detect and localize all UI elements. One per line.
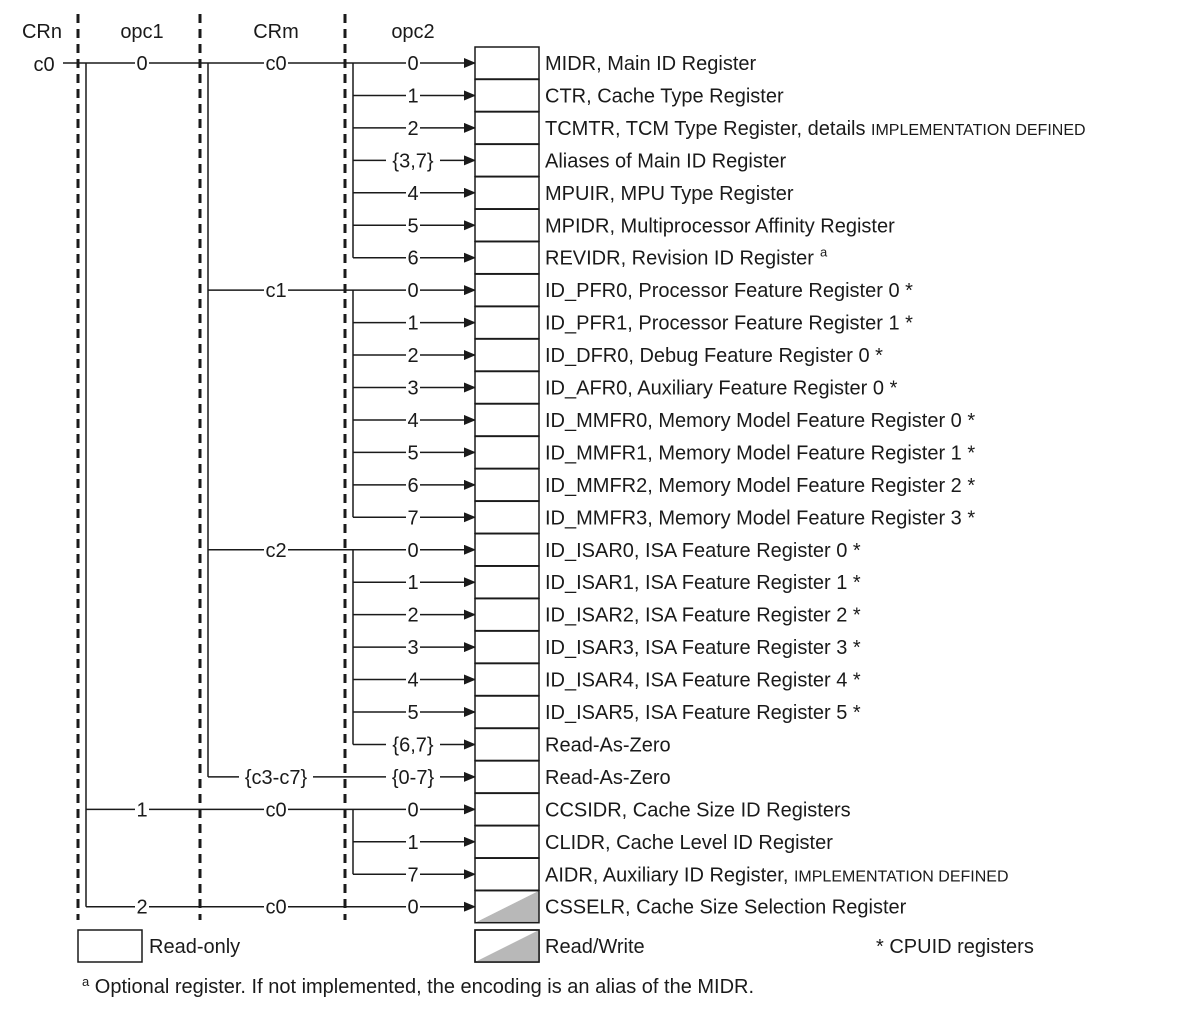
register-box-fill bbox=[475, 826, 539, 858]
register-box-fill bbox=[475, 469, 539, 501]
register-box-fill bbox=[475, 631, 539, 663]
register-box-read-only bbox=[475, 47, 539, 79]
register-box-fill bbox=[475, 436, 539, 468]
register-name-text: MPIDR, Multiprocessor Affinity Register bbox=[545, 215, 895, 238]
register-box-fill bbox=[475, 79, 539, 111]
register-name-text: REVIDR, Revision ID Register bbox=[545, 247, 814, 270]
opc2-label: 2 bbox=[407, 345, 419, 368]
opc2-label: 5 bbox=[407, 702, 419, 724]
opc2-label: 0 bbox=[407, 280, 419, 303]
register-name bbox=[545, 507, 975, 529]
opc2-label: 2 bbox=[407, 117, 419, 140]
crm-label: c0 bbox=[265, 896, 287, 919]
register-box-fill bbox=[475, 566, 539, 598]
register-box-fill bbox=[475, 761, 539, 793]
register-name-suffix: IMPLEMENTATION DEFINED bbox=[871, 121, 1086, 139]
register-name bbox=[545, 799, 851, 821]
register-name bbox=[545, 378, 898, 400]
register-name-text: ID_MMFR1, Memory Model Feature Register 1 * bbox=[545, 442, 976, 465]
register-name-text: ID_PFR0, Processor Feature Register 0 * bbox=[545, 280, 913, 303]
register-name bbox=[545, 864, 1009, 886]
register-list bbox=[475, 47, 1086, 923]
register-name-suffix: IMPLEMENTATION DEFINED bbox=[793, 868, 1009, 886]
header-opc2: opc2 bbox=[391, 21, 435, 43]
header-crn: CRn bbox=[21, 21, 63, 43]
header-crm: CRm bbox=[253, 21, 299, 43]
opc2-label: 6 bbox=[407, 474, 419, 497]
register-box-read-only bbox=[475, 664, 539, 696]
register-name-text: ID_ISAR0, ISA Feature Register 0 * bbox=[545, 539, 861, 562]
register-name-text: CLIDR, Cache Level ID Register bbox=[545, 831, 833, 854]
footnote-mark: a bbox=[82, 974, 90, 989]
register-box-fill bbox=[475, 501, 539, 533]
opc2-label: 4 bbox=[407, 182, 419, 205]
register-name bbox=[545, 702, 861, 724]
register-box-read-only bbox=[475, 534, 539, 566]
register-box-read-only bbox=[475, 274, 539, 306]
register-box-read-only bbox=[475, 826, 539, 858]
legend-read-only-label: Read-only bbox=[149, 936, 241, 958]
register-box-fill bbox=[475, 534, 539, 566]
register-box-fill bbox=[475, 339, 539, 371]
opc2-label: 3 bbox=[407, 637, 419, 660]
register-name bbox=[545, 897, 907, 919]
crm-label: {c3-c7} bbox=[244, 766, 308, 789]
register-box-fill bbox=[475, 177, 539, 209]
opc2-label: {3,7} bbox=[392, 150, 434, 173]
footnote bbox=[82, 974, 754, 998]
register-name-text: MPUIR, MPU Type Register bbox=[545, 182, 794, 205]
register-name bbox=[545, 734, 671, 756]
crn-value: c0 bbox=[33, 54, 55, 76]
legend-read-only-swatch bbox=[78, 930, 142, 962]
register-box-fill bbox=[475, 307, 539, 339]
legend-read-write-label: Read/Write bbox=[545, 936, 645, 958]
register-name-text: ID_MMFR2, Memory Model Feature Register 2 * bbox=[545, 474, 976, 497]
opc1-label: 1 bbox=[136, 799, 148, 822]
register-box-read-only bbox=[475, 761, 539, 793]
opc2-label: 1 bbox=[407, 831, 419, 854]
register-box-read-only bbox=[475, 177, 539, 209]
register-name-text: ID_ISAR1, ISA Feature Register 1 * bbox=[545, 572, 861, 595]
register-name bbox=[545, 442, 975, 464]
register-name-text: MIDR, Main ID Register bbox=[545, 53, 757, 75]
encoding-tree bbox=[63, 51, 475, 919]
crm-label: c1 bbox=[265, 280, 287, 303]
register-box-read-only bbox=[475, 696, 539, 728]
register-name-superscript: a bbox=[819, 244, 828, 260]
register-box-fill bbox=[475, 144, 539, 176]
opc2-label: 1 bbox=[407, 85, 419, 108]
register-name-text: AIDR, Auxiliary ID Register, bbox=[545, 864, 794, 887]
register-box-read-only bbox=[475, 242, 539, 274]
register-name bbox=[545, 475, 975, 497]
opc2-label: 0 bbox=[407, 799, 419, 822]
register-name bbox=[545, 767, 671, 789]
register-box-fill bbox=[475, 404, 539, 436]
opc2-label: 7 bbox=[407, 507, 419, 530]
register-name bbox=[545, 280, 913, 302]
register-box-fill bbox=[475, 242, 539, 274]
register-box-fill bbox=[475, 112, 539, 144]
register-name bbox=[545, 572, 861, 594]
opc1-label: 0 bbox=[136, 53, 148, 75]
register-box-fill bbox=[475, 793, 539, 825]
register-name bbox=[545, 150, 787, 172]
crm-label: c2 bbox=[265, 539, 287, 562]
opc2-label: 5 bbox=[407, 215, 419, 238]
register-box-read-only bbox=[475, 566, 539, 598]
register-box-fill bbox=[475, 47, 539, 79]
register-box-fill bbox=[475, 728, 539, 760]
register-box-read-only bbox=[475, 79, 539, 111]
register-box-read-only bbox=[475, 144, 539, 176]
register-name bbox=[545, 215, 895, 237]
register-box-read-only bbox=[475, 599, 539, 631]
register-name-text: ID_AFR0, Auxiliary Feature Register 0 * bbox=[545, 377, 898, 400]
register-name bbox=[545, 345, 883, 367]
register-box-fill bbox=[475, 599, 539, 631]
opc2-label: 4 bbox=[407, 669, 419, 692]
register-box-read-only bbox=[475, 404, 539, 436]
register-name-text: CCSIDR, Cache Size ID Registers bbox=[545, 799, 851, 822]
opc2-label: 0 bbox=[407, 53, 419, 75]
opc1-label: 2 bbox=[136, 896, 148, 919]
register-box-read-only bbox=[475, 793, 539, 825]
register-name bbox=[545, 85, 784, 107]
footnote-text: Optional register. If not implemented, the encoding is an alias of the MIDR. bbox=[89, 976, 755, 998]
register-box-fill bbox=[475, 858, 539, 890]
opc2-label: 3 bbox=[407, 377, 419, 400]
legend-cpuid-label: * CPUID registers bbox=[876, 936, 1034, 958]
register-name bbox=[545, 637, 861, 659]
crm-label: c0 bbox=[265, 53, 287, 75]
register-name bbox=[545, 410, 975, 432]
register-box-read-only bbox=[475, 728, 539, 760]
register-name-text: ID_MMFR0, Memory Model Feature Register 0 * bbox=[545, 409, 976, 432]
opc2-label: 0 bbox=[407, 896, 419, 919]
register-name-text: CTR, Cache Type Register bbox=[545, 85, 784, 108]
register-box-fill bbox=[475, 274, 539, 306]
register-box-fill bbox=[475, 372, 539, 404]
header-opc1: opc1 bbox=[120, 21, 164, 43]
opc2-label: 1 bbox=[407, 572, 419, 595]
register-box-read-only bbox=[475, 307, 539, 339]
register-name-text: Read-As-Zero bbox=[545, 734, 671, 757]
register-box-fill bbox=[475, 696, 539, 728]
register-box-read-only bbox=[475, 372, 539, 404]
register-name-text: ID_PFR1, Processor Feature Register 1 * bbox=[545, 312, 913, 335]
register-name bbox=[545, 605, 861, 627]
register-box-read-write bbox=[475, 891, 539, 923]
opc2-label: 4 bbox=[407, 409, 419, 432]
register-name bbox=[545, 832, 833, 854]
register-box-fill bbox=[475, 209, 539, 241]
register-name-text: Aliases of Main ID Register bbox=[545, 150, 787, 173]
opc2-label: 7 bbox=[407, 864, 419, 887]
register-name bbox=[545, 245, 828, 270]
register-name bbox=[545, 670, 861, 692]
register-name-text: ID_DFR0, Debug Feature Register 0 * bbox=[545, 345, 883, 368]
register-box-read-only bbox=[475, 631, 539, 663]
opc2-label: 6 bbox=[407, 247, 419, 270]
opc2-label: 0 bbox=[407, 539, 419, 562]
register-box-read-only bbox=[475, 112, 539, 144]
register-name-text: ID_MMFR3, Memory Model Feature Register 3 * bbox=[545, 507, 976, 530]
register-name-text: CSSELR, Cache Size Selection Register bbox=[545, 896, 907, 919]
register-box-read-only bbox=[475, 209, 539, 241]
register-name bbox=[545, 540, 861, 562]
register-name bbox=[545, 118, 1086, 140]
register-name bbox=[545, 313, 913, 335]
register-box-read-only bbox=[475, 469, 539, 501]
register-name bbox=[545, 53, 756, 75]
register-name-text: ID_ISAR3, ISA Feature Register 3 * bbox=[545, 637, 861, 660]
register-name-text: ID_ISAR5, ISA Feature Register 5 * bbox=[545, 702, 861, 724]
register-box-read-only bbox=[475, 436, 539, 468]
register-name-text: Read-As-Zero bbox=[545, 766, 671, 789]
register-name bbox=[545, 183, 794, 205]
opc2-label: {6,7} bbox=[392, 734, 434, 757]
crm-label: c0 bbox=[265, 799, 287, 822]
opc2-label: 1 bbox=[407, 312, 419, 335]
opc2-label: 2 bbox=[407, 604, 419, 627]
register-name-text: TCMTR, TCM Type Register, details bbox=[545, 117, 872, 140]
opc2-label: {0-7} bbox=[391, 766, 435, 789]
register-box-read-only bbox=[475, 501, 539, 533]
register-name-text: ID_ISAR2, ISA Feature Register 2 * bbox=[545, 604, 861, 627]
register-name-text: ID_ISAR4, ISA Feature Register 4 * bbox=[545, 669, 861, 692]
register-box-fill bbox=[475, 664, 539, 696]
opc2-label: 5 bbox=[407, 442, 419, 465]
register-box-read-only bbox=[475, 339, 539, 371]
register-box-read-only bbox=[475, 858, 539, 890]
